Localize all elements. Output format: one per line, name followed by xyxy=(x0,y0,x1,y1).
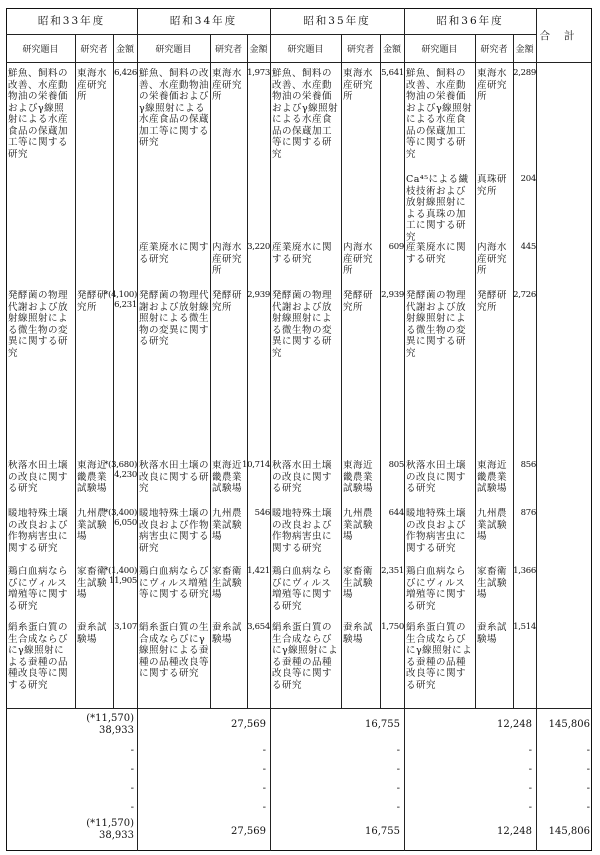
row3-y34-topic: 発酵菌の物理代謝および放射線照射による微生物の変異に関する研究 xyxy=(139,290,209,347)
dash-row-3-y35: - xyxy=(396,783,400,794)
row0-y34-org: 東海水産研究所 xyxy=(212,68,243,102)
row3-y33-amount: *(4,100) 6,231 xyxy=(104,290,137,310)
row5-y36-org: 九州農業試験場 xyxy=(477,508,508,542)
grand-total-all: 145,806 xyxy=(548,826,590,837)
subtotal-all: 145,806 xyxy=(548,719,590,730)
row0-y35-topic: 鮮魚、飼料の改善、水産動物油の栄養価およびγ線照射による水産食品の保蔵加工等に関する研究 xyxy=(272,68,339,160)
row3-y36-org: 発酵研究所 xyxy=(477,290,508,313)
row6-y36-amount: 1,366 xyxy=(513,566,536,576)
row4-y36-org: 東海近畿農業試験場 xyxy=(477,460,508,494)
dash-row-3-all: - xyxy=(586,783,590,794)
dash-row-3-y34: - xyxy=(262,783,266,794)
row7-y36-org: 蚕糸試験場 xyxy=(477,622,508,645)
row5-y33-amount: *(3,400) 6,050 xyxy=(104,508,137,528)
row0-y34-topic: 鮮魚、飼料の改善、水産動物油の栄養価およびγ線照射による水産食品の保蔵加工等に関する研究 xyxy=(139,68,209,148)
dash-row-4-y33: - xyxy=(130,802,134,813)
row2-y34-org: 内海水産研究所 xyxy=(212,242,243,276)
row6-y34-topic: 鶏白血病ならびにヴィルス増殖等に関する研究 xyxy=(139,566,209,600)
row0-y33-topic: 鮮魚、飼料の改善、水産動物油の栄養価およびγ線照射による水産食品の保蔵加工等に関する研究 xyxy=(8,68,69,160)
row0-y34-amount: 1,973 xyxy=(247,68,270,78)
row3-y34-org: 発酵研究所 xyxy=(212,290,243,313)
row5-y34-amount: 546 xyxy=(254,508,270,518)
row2-y34-topic: 産業廃水に関する研究 xyxy=(139,242,209,265)
row6-y34-amount: 1,421 xyxy=(247,566,270,576)
row5-y36-topic: 暖地特殊土壌の改良および作物病害虫に関する研究 xyxy=(406,508,467,554)
col-org-y36: 研究者 xyxy=(480,45,508,55)
header-y34: 昭和34年度 xyxy=(169,15,238,27)
row4-y33-amount: *(3,680) 4,230 xyxy=(104,460,137,480)
row6-y35-topic: 鶏白血病ならびにヴィルス増殖等に関する研究 xyxy=(272,566,333,612)
col-org-y34: 研究者 xyxy=(214,45,242,55)
row7-y33-topic: 絹糸蛋白質の生合成ならびにγ線照射による蚕種の品種改良等に関する研究 xyxy=(8,622,69,691)
row2-y36-amount: 445 xyxy=(520,242,536,252)
row2-y35-org: 内海水産研究所 xyxy=(343,242,374,276)
row2-y35-amount: 609 xyxy=(388,242,404,252)
row1-y36-org: 真珠研究所 xyxy=(477,174,508,197)
row0-y35-org: 東海水産研究所 xyxy=(343,68,374,102)
col-org-y35: 研究者 xyxy=(346,45,374,55)
row3-y33-topic: 発酵菌の物理代謝および放射線照射による微生物の変異に関する研究 xyxy=(8,290,69,359)
row2-y36-org: 内海水産研究所 xyxy=(477,242,508,276)
row0-y33-org: 東海水産研究所 xyxy=(77,68,108,102)
row7-y35-topic: 絹糸蛋白質の生合成ならびにγ線照射による蚕種の品種改良等に関する研究 xyxy=(272,622,339,691)
subtotal-y36: 12,248 xyxy=(497,719,532,730)
row6-y33-topic: 鶏白血病ならびにヴィルス増殖等に関する研究 xyxy=(8,566,69,612)
dash-row-4-all: - xyxy=(586,802,590,813)
dash-row-2-y34: - xyxy=(262,764,266,775)
row6-y35-amount: 2,351 xyxy=(381,566,404,576)
col-amount-y33: 金額 xyxy=(115,45,134,55)
dash-row-1-y33: - xyxy=(130,745,134,756)
dash-row-4-y36: - xyxy=(528,802,532,813)
row4-y36-topic: 秋落水田土壌の改良に関する研究 xyxy=(406,460,467,494)
header-y36: 昭和36年度 xyxy=(436,15,504,27)
row4-y34-amount: 10,714 xyxy=(242,460,270,470)
dash-row-2-all: - xyxy=(586,764,590,775)
subtotal-y34: 27,569 xyxy=(231,719,266,730)
col-topic-y35: 研究題目 xyxy=(287,45,324,55)
row6-y34-org: 家畜衛生試験場 xyxy=(212,566,243,600)
dash-row-1-y34: - xyxy=(262,745,266,756)
header-total: 合計 xyxy=(539,30,589,42)
row6-y36-org: 家畜衛生試験場 xyxy=(477,566,508,600)
subtotal-y35: 16,755 xyxy=(365,719,400,730)
row3-y33-org: 発酵研究所 xyxy=(77,290,108,313)
row4-y35-amount: 805 xyxy=(388,460,404,470)
col-org-y33: 研究者 xyxy=(80,45,108,55)
row0-y35-amount: 5,641 xyxy=(381,68,404,78)
row3-y34-amount: 2,939 xyxy=(247,290,270,300)
row0-y36-org: 東海水産研究所 xyxy=(477,68,508,102)
subtotal-y33: (*11,570) 38,933 xyxy=(86,713,134,736)
row7-y36-amount: 1,514 xyxy=(513,622,536,632)
row5-y35-amount: 644 xyxy=(388,508,404,518)
row2-y36-topic: 産業廃水に関する研究 xyxy=(406,242,467,265)
dash-row-2-y36: - xyxy=(528,764,532,775)
row7-y33-org: 蚕糸試験場 xyxy=(77,622,108,645)
row5-y33-topic: 暖地特殊土壌の改良および作物病害虫に関する研究 xyxy=(8,508,69,554)
row4-y34-org: 東海近畿農業試験場 xyxy=(212,460,243,494)
row6-y33-org: 家畜衛生試験場 xyxy=(77,566,108,600)
dash-row-1-y36: - xyxy=(528,745,532,756)
row1-y36-amount: 204 xyxy=(520,174,536,184)
row1-y36-topic: Ca⁴⁵による繊枝技術および放射線照射による真珠の加工に関する研究 xyxy=(406,174,469,243)
dash-row-3-y33: - xyxy=(130,783,134,794)
dash-row-4-y34: - xyxy=(262,802,266,813)
row0-y36-amount: 2,289 xyxy=(513,68,536,78)
row3-y36-amount: 2,726 xyxy=(513,290,536,300)
col-topic-y36: 研究題目 xyxy=(421,45,458,55)
row3-y35-topic: 発酵菌の物理代謝および放射線照射による微生物の変異に関する研究 xyxy=(272,290,333,359)
row2-y34-amount: 3,220 xyxy=(247,242,270,252)
dash-row-2-y35: - xyxy=(396,764,400,775)
col-topic-y34: 研究題目 xyxy=(155,45,192,55)
row3-y36-topic: 発酵菌の物理代謝および放射線照射による微生物の変異に関する研究 xyxy=(406,290,467,359)
grand-total-y34: 27,569 xyxy=(231,826,266,837)
dash-row-4-y35: - xyxy=(396,802,400,813)
row7-y35-amount: 1,750 xyxy=(381,622,404,632)
dash-row-3-y36: - xyxy=(528,783,532,794)
row4-y36-amount: 856 xyxy=(520,460,536,470)
row5-y36-amount: 876 xyxy=(520,508,536,518)
row7-y33-amount: 3,107 xyxy=(114,622,137,632)
row0-y33-amount: 6,426 xyxy=(114,68,137,78)
col-amount-y36: 金額 xyxy=(515,45,534,55)
row7-y35-org: 蚕糸試験場 xyxy=(343,622,374,645)
row6-y36-topic: 鶏白血病ならびにヴィルス増殖等に関する研究 xyxy=(406,566,467,612)
header-y35: 昭和35年度 xyxy=(303,15,371,27)
row4-y33-topic: 秋落水田土壌の改良に関する研究 xyxy=(8,460,69,494)
row3-y35-org: 発酵研究所 xyxy=(343,290,374,313)
row4-y33-org: 東海近畿農業試験場 xyxy=(77,460,108,494)
col-topic-y33: 研究題目 xyxy=(22,45,59,55)
grand-total-y36: 12,248 xyxy=(497,826,532,837)
row2-y35-topic: 産業廃水に関する研究 xyxy=(272,242,333,265)
row4-y35-topic: 秋落水田土壌の改良に関する研究 xyxy=(272,460,333,494)
row5-y33-org: 九州農業試験場 xyxy=(77,508,108,542)
row7-y34-org: 蚕糸試験場 xyxy=(212,622,243,645)
row5-y34-topic: 暖地特殊土壌の改良および作物病害虫に関する研究 xyxy=(139,508,209,554)
col-amount-y34: 金額 xyxy=(249,45,268,55)
row5-y35-org: 九州農業試験場 xyxy=(343,508,374,542)
dash-row-1-y35: - xyxy=(396,745,400,756)
row7-y36-topic: 絹糸蛋白質の生合成ならびにγ線照射による蚕種の品種改良等に関する研究 xyxy=(406,622,473,691)
row5-y34-org: 九州農業試験場 xyxy=(212,508,243,542)
dash-row-1-all: - xyxy=(586,745,590,756)
row4-y35-org: 東海近畿農業試験場 xyxy=(343,460,374,494)
row4-y34-topic: 秋落水田土壌の改良に関する研究 xyxy=(139,460,209,494)
row7-y34-amount: 3,654 xyxy=(247,622,270,632)
grand-total-y33: (*11,570) 38,933 xyxy=(86,818,134,841)
row6-y35-org: 家畜衛生試験場 xyxy=(343,566,374,600)
row5-y35-topic: 暖地特殊土壌の改良および作物病害虫に関する研究 xyxy=(272,508,333,554)
grand-total-y35: 16,755 xyxy=(365,826,400,837)
row0-y36-topic: 鮮魚、飼料の改善、水産動物油の栄養価およびγ線照射による水産食品の保蔵加工等に関する研究 xyxy=(406,68,473,160)
header-y33: 昭和33年度 xyxy=(37,15,106,27)
col-amount-y35: 金額 xyxy=(382,45,401,55)
dash-row-2-y33: - xyxy=(130,764,134,775)
row7-y34-topic: 絹糸蛋白質の生合成ならびにγ線照射による蚕種の品種改良等に関する研究 xyxy=(139,622,209,679)
row3-y35-amount: 2,939 xyxy=(381,290,404,300)
row6-y33-amount: *(1,400) 11,905 xyxy=(104,566,137,586)
